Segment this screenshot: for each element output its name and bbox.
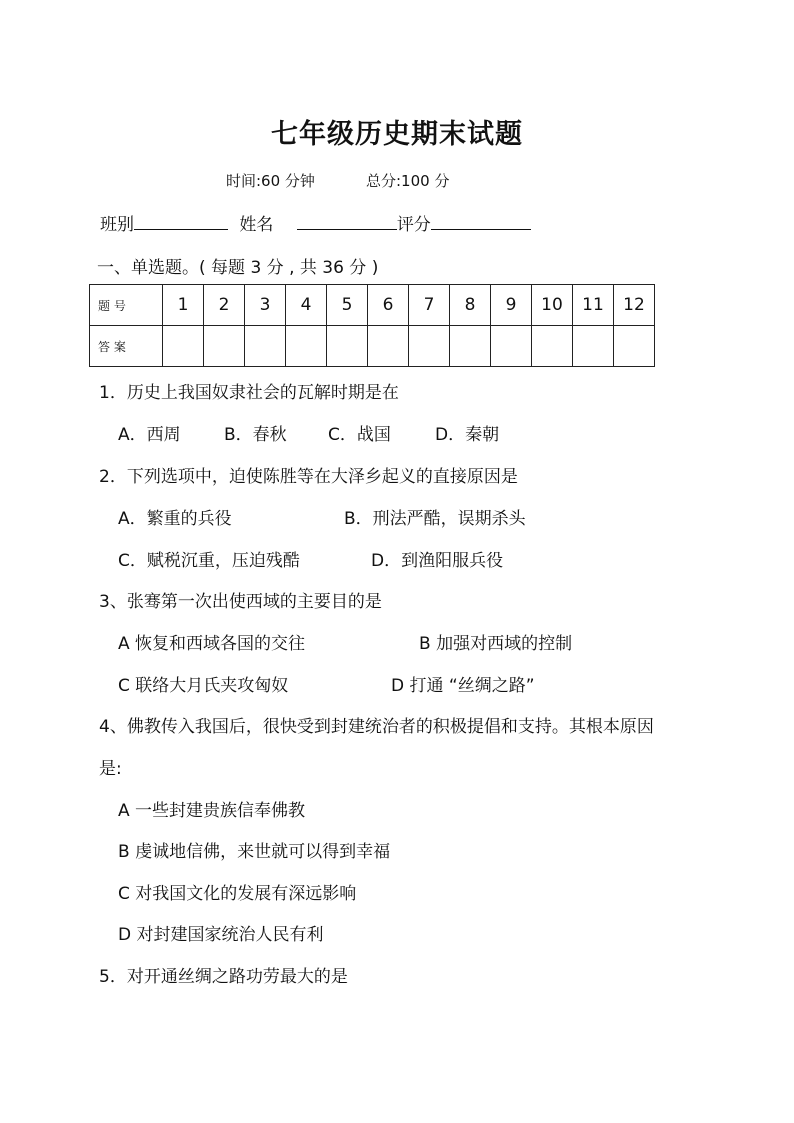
answer-cell[interactable] <box>368 326 409 367</box>
question-4-option-a: A 一些封建贵族信奉佛教 <box>118 801 306 821</box>
name-label: 姓名 <box>239 215 274 235</box>
question-4-option-d: D 对封建国家统治人民有利 <box>118 925 324 945</box>
question-4-option-b: B 虔诚地信佛，来世就可以得到幸福 <box>118 842 391 862</box>
question-2-option-d: D．到渔阳服兵役 <box>371 551 504 571</box>
answer-header: 答 案 <box>90 326 163 367</box>
exam-total-score: 总分:100 分 <box>366 172 450 190</box>
answer-cell[interactable] <box>491 326 532 367</box>
question-number-cell: 3 <box>245 285 286 326</box>
question-5-stem: 5．对开通丝绸之路功劳最大的是 <box>99 967 348 987</box>
answer-cell[interactable] <box>204 326 245 367</box>
question-1-option-d: D．秦朝 <box>435 425 500 445</box>
score-blank[interactable] <box>431 213 531 230</box>
question-2-option-c: C．赋税沉重，压迫残酷 <box>118 551 300 571</box>
answer-cell[interactable] <box>286 326 327 367</box>
question-number-cell: 5 <box>327 285 368 326</box>
question-3-option-d: D 打通 “丝绸之路” <box>391 676 535 696</box>
question-number-cell: 10 <box>532 285 573 326</box>
page-title: 七年级历史期末试题 <box>271 119 523 150</box>
answer-table <box>89 284 655 367</box>
question-1-stem: 1．历史上我国奴隶社会的瓦解时期是在 <box>99 383 399 403</box>
student-info-row <box>100 210 531 235</box>
question-3-option-b: B 加强对西域的控制 <box>419 634 573 654</box>
question-2-stem: 2．下列选项中，迫使陈胜等在大泽乡起义的直接原因是 <box>99 467 518 487</box>
answer-row <box>90 326 655 367</box>
question-4-stem-continued: 是: <box>99 759 122 779</box>
question-number-cell: 8 <box>450 285 491 326</box>
answer-cell[interactable] <box>409 326 450 367</box>
question-number-cell: 4 <box>286 285 327 326</box>
question-number-cell: 9 <box>491 285 532 326</box>
question-3-stem: 3、张骞第一次出使西域的主要目的是 <box>99 592 382 612</box>
question-1-option-b: B．春秋 <box>224 425 287 445</box>
question-number-cell: 1 <box>163 285 204 326</box>
answer-cell[interactable] <box>532 326 573 367</box>
name-blank[interactable] <box>297 213 397 230</box>
answer-cell[interactable] <box>163 326 204 367</box>
answer-cell[interactable] <box>614 326 655 367</box>
question-1-option-c: C．战国 <box>328 425 391 445</box>
question-number-header: 题 号 <box>90 285 163 326</box>
score-label: 评分 <box>396 215 431 235</box>
question-number-cell: 6 <box>368 285 409 326</box>
question-1-option-a: A．西周 <box>118 425 181 445</box>
question-3-option-a: A 恢复和西域各国的交往 <box>118 634 306 654</box>
question-2-option-b: B．刑法严酷，误期杀头 <box>344 509 526 529</box>
question-3-option-c: C 联络大月氏夹攻匈奴 <box>118 676 289 696</box>
section-heading: 一、单选题。( 每题 3 分 , 共 36 分 ) <box>97 258 379 278</box>
answer-cell[interactable] <box>450 326 491 367</box>
class-label: 班别 <box>100 215 134 235</box>
answer-cell[interactable] <box>327 326 368 367</box>
question-number-cell: 7 <box>409 285 450 326</box>
question-4-option-c: C 对我国文化的发展有深远影响 <box>118 884 357 904</box>
class-blank[interactable] <box>134 213 228 230</box>
question-number-cell: 2 <box>204 285 245 326</box>
exam-time: 时间:60 分钟 <box>226 172 315 190</box>
question-number-cell: 11 <box>573 285 614 326</box>
question-number-cell: 12 <box>614 285 655 326</box>
answer-cell[interactable] <box>245 326 286 367</box>
question-number-row <box>90 285 655 326</box>
question-4-stem: 4、佛教传入我国后，很快受到封建统治者的积极提倡和支持。其根本原因 <box>99 717 654 737</box>
answer-cell[interactable] <box>573 326 614 367</box>
question-2-option-a: A．繁重的兵役 <box>118 509 232 529</box>
